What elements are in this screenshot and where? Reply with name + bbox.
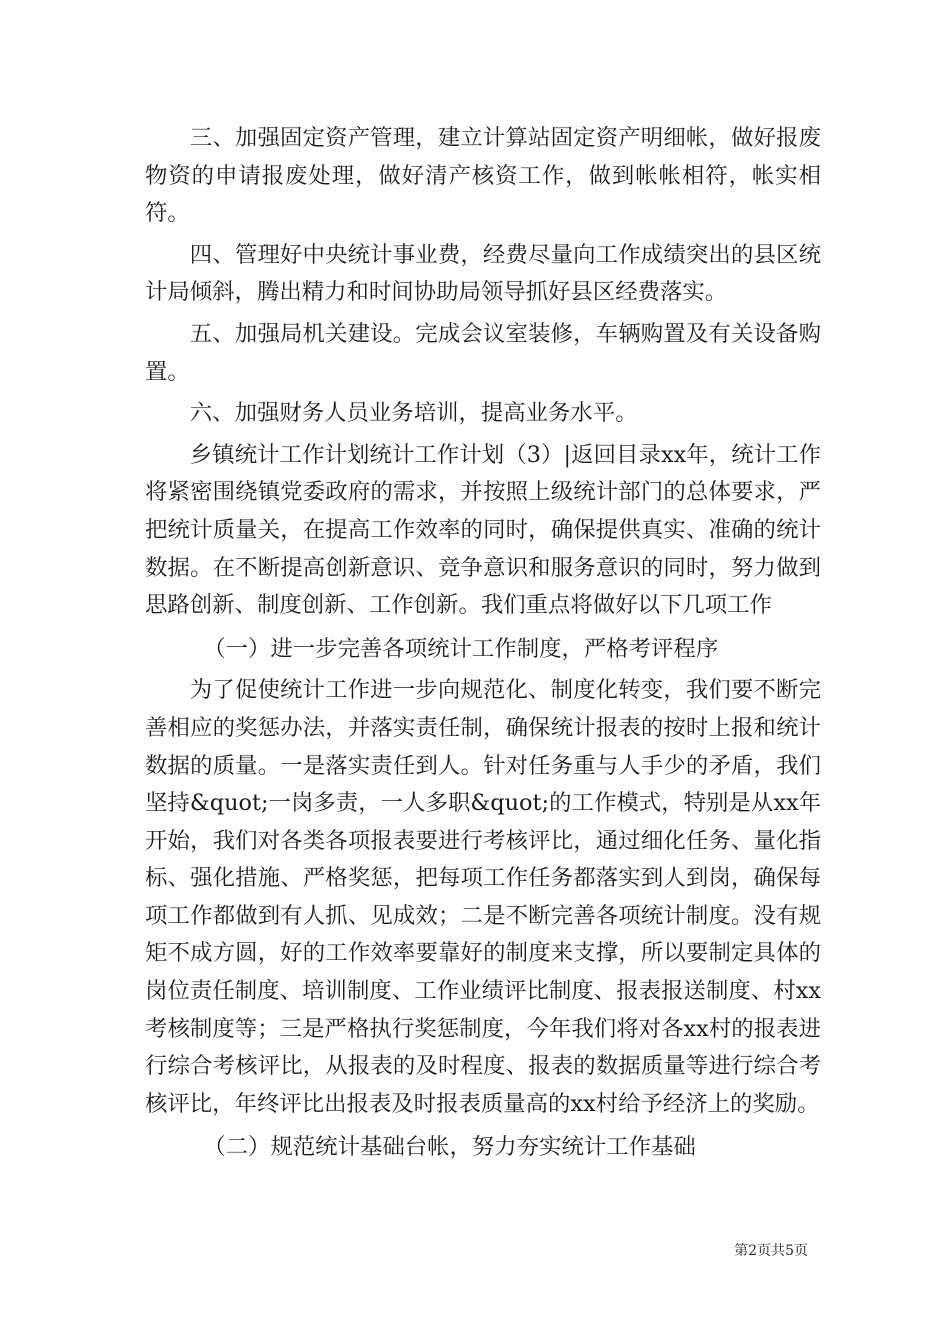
paragraph-office-construction: 五、加强局机关建设。完成会议室装修，车辆购置及有关设备购置。 xyxy=(145,320,821,385)
document-body xyxy=(145,120,821,1167)
section-heading-2: （二）规范统计基础台帐，努力夯实统计工作基础 xyxy=(203,1134,696,1161)
paragraph-improve-system: 为了促使统计工作进一步向规范化、制度化转变，我们要不断完善相应的奖惩办法，并落实责任制，确保统计报表的按时上报和统计数据的质量。一是落实责任到人。针对任务重与人手少的矛盾，我们坚持&quot;一岗多责，一人多职&quot;的工作模式，特别是从xx年开始，我们对各类各项报表要进行考核评比，通过细化任务、量化指标、强化措施、严格奖惩，把每项工作任务都落实到人到岗，确保每项工作都做到有人抓、见成效；二是不断完善各项统计制度。没有规矩不成方圆，好的工作效率要靠好的制度来支撑，所以要制定具体的岗位责任制度、培训制度、工作业绩评比制度、报表报送制度、村xx考核制度等；三是严格执行奖惩制度，今年我们将对各xx村的报表进行综合考核评比，从报表的及时程度、报表的数据质量等进行综合考核评比，年终评比出报表及时报表质量高的xx村给予经济上的奖励。 xyxy=(145,677,821,1117)
page-footer xyxy=(734,1242,808,1260)
paragraph-finance-training: 六、加强财务人员业务培训，提高业务水平。 xyxy=(189,400,638,427)
page-number-label: 第2页共5页 xyxy=(734,1243,808,1259)
paragraph-statistics-funds: 四、管理好中央统计事业费，经费尽量向工作成绩突出的县区统计局倾斜，腾出精力和时间协助局领导抓好县区经费落实。 xyxy=(145,241,821,306)
paragraph-township-plan: 乡镇统计工作计划统计工作计划（3）|返回目录xx年，统计工作将紧密围绕镇党委政府的需求，并按照上级统计部门的总体要求，严把统计质量关，在提高工作效率的同时，确保提供真实、准确的统计数据。在不断提高创新意识、竞争意识和服务意识的同时，努力做到思路创新、制度创新、工作创新。我们重点将做好以下几项工作 xyxy=(145,441,821,619)
section-heading-1: （一）进一步完善各项统计工作制度，严格考评程序 xyxy=(203,635,719,662)
paragraph-fixed-assets: 三、加强固定资产管理，建立计算站固定资产明细帐，做好报废物资的申请报废处理，做好清产核资工作，做到帐帐相符，帐实相符。 xyxy=(145,125,821,227)
